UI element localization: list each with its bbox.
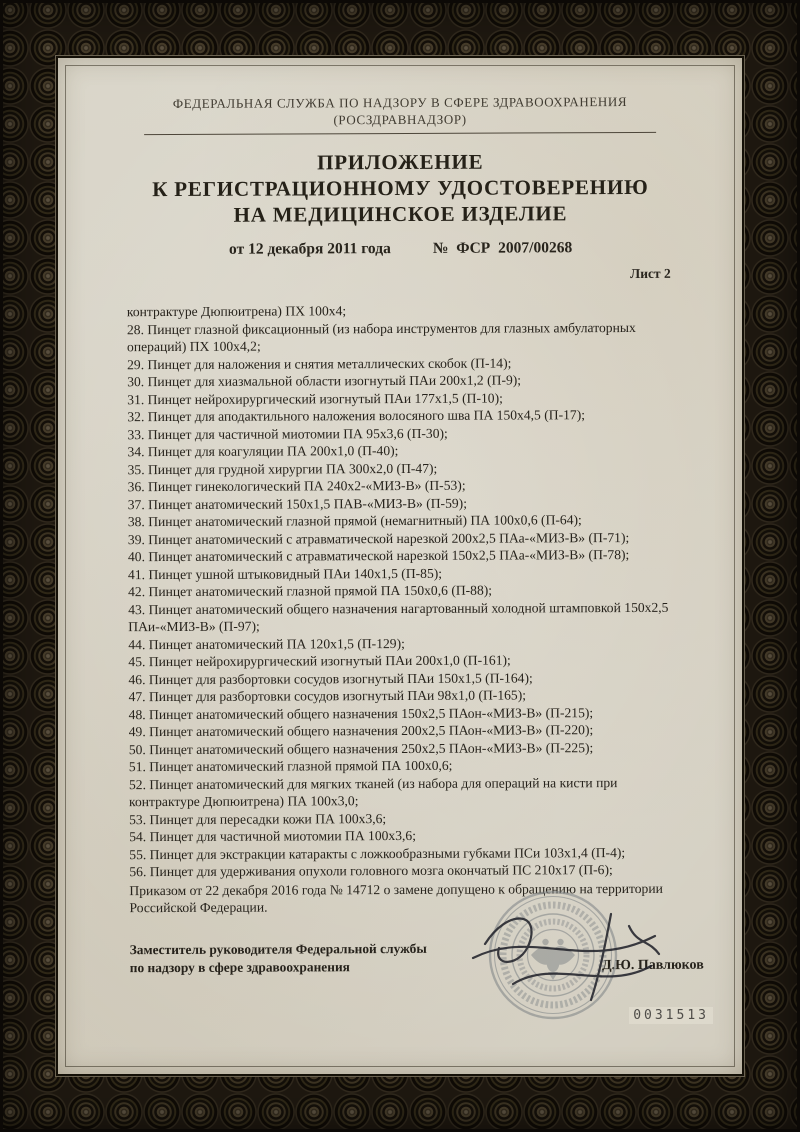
- list-item: 43. Пинцет анатомический общего назначения нагартованный холодной штамповкой 150х2,5 ПАи-«МИЗ-В» (П-97);: [128, 599, 669, 635]
- list-item: 44. Пинцет анатомический ПА 120х1,5 (П-129);: [128, 635, 405, 652]
- letterhead-rule: [144, 132, 656, 135]
- list-item: 45. Пинцет нейрохирургический изогнутый ПАи 200х1,0 (П-161);: [128, 652, 511, 670]
- list-item: 38. Пинцет анатомический глазной прямой (немагнитный) ПА 100х0,6 (П-64);: [127, 512, 582, 530]
- signer-title-line-1: Заместитель руководителя Федеральной службы: [129, 940, 427, 957]
- list-item: 41. Пинцет ушной штыковидный ПАи 140х1,5 (П-85);: [128, 565, 443, 582]
- serial-number: 0031513: [629, 1007, 713, 1024]
- list-item: контрактуре Дюпюитрена) ПХ 100х4;: [126, 303, 347, 320]
- sheet-label: Лист 2: [630, 265, 671, 281]
- list-item: 31. Пинцет нейрохирургический изогнутый ПАи 177х1,5 (П-10);: [127, 390, 503, 407]
- list-item: 35. Пинцет для грудной хирургии ПА 300х2,0 (П-47);: [127, 460, 438, 477]
- list-item: 47. Пинцет для разбортовки сосудов изогнутый ПАи 98х1,0 (П-165);: [128, 687, 527, 705]
- list-item: 56. Пинцет для удерживания опухоли головного мозга окончатый ПС 210х17 (П-6);: [129, 862, 613, 880]
- agency-name: ФЕДЕРАЛЬНАЯ СЛУЖБА ПО НАДЗОРУ В СФЕРЕ ЗДРАВООХРАНЕНИЯ: [172, 94, 628, 111]
- list-item: 36. Пинцет гинекологический ПА 240х2-«МИЗ-В» (П-53);: [127, 477, 466, 495]
- list-item: 37. Пинцет анатомический 150х1,5 ПАВ-«МИЗ-В» (П-59);: [127, 495, 468, 512]
- signer-name: Д.Ю. Павлюков: [601, 957, 704, 973]
- registration-meta: [127, 239, 675, 259]
- list-item: 50. Пинцет анатомический общего назначения 250х2,5 ПАон-«МИЗ-В» (П-225);: [128, 739, 594, 757]
- list-item: 49. Пинцет анатомический общего назначения 200х2,5 ПАон-«МИЗ-В» (П-220);: [128, 722, 594, 740]
- registration-number: № ФСР 2007/00268: [432, 239, 573, 257]
- list-item: 29. Пинцет для наложения и снятия металлических скобок (П-14);: [127, 355, 512, 372]
- list-item: 34. Пинцет для коагуляции ПА 200х1,0 (П-40);: [127, 443, 399, 460]
- list-item: 30. Пинцет для хиазмальной области изогнутый ПАи 200х1,2 (П-9);: [127, 372, 522, 390]
- agency-short-name: (РОСЗДРАВНАДЗОР): [333, 111, 467, 128]
- document-paper: [56, 56, 744, 1076]
- signer-title-line-2: по надзору в сфере здравоохранения: [129, 958, 350, 975]
- list-item: 53. Пинцет для пересадки кожи ПА 100х3,6;: [129, 810, 387, 827]
- title-line-2: К РЕГИСТРАЦИОННОМУ УДОСТОВЕРЕНИЮ: [152, 174, 649, 202]
- list-item: 32. Пинцет для аподактильного наложения волосяного шва ПА 150х4,5 (П-17);: [127, 407, 586, 425]
- order-note: Приказом от 22 декабря 2016 года № 14712 о замене допущено к обращению на территории Российской Федерации.: [129, 880, 663, 916]
- document-title: [126, 148, 674, 228]
- agency-letterhead: [126, 93, 674, 135]
- handwritten-signature: [453, 896, 693, 1031]
- title-line-3: НА МЕДИЦИНСКОЕ ИЗДЕЛИЕ: [233, 201, 568, 227]
- list-item: 33. Пинцет для частичной миотомии ПА 95х3,6 (П-30);: [127, 425, 448, 442]
- list-item: 46. Пинцет для разбортовки сосудов изогнутый ПАи 150х1,5 (П-164);: [128, 669, 533, 687]
- list-item: 42. Пинцет анатомический глазной прямой ПА 150х0,6 (П-88);: [128, 582, 493, 600]
- list-item: 39. Пинцет анатомический с атравматической нарезкой 200х2,5 ПАа-«МИЗ-В» (П-71);: [127, 529, 630, 547]
- list-item: 54. Пинцет для частичной миотомии ПА 100х3,6;: [129, 827, 417, 845]
- list-item: 51. Пинцет анатомический глазной прямой ПА 100х0,6;: [128, 757, 453, 775]
- list-item: 48. Пинцет анатомический общего назначения 150х2,5 ПАон-«МИЗ-В» (П-215);: [128, 704, 594, 722]
- registration-date: от 12 декабря 2011 года: [229, 240, 391, 258]
- list-item: 40. Пинцет анатомический с атравматической нарезкой 150х2,5 ПАа-«МИЗ-В» (П-78);: [127, 546, 630, 565]
- items-list: [127, 301, 678, 881]
- list-item: 52. Пинцет анатомический для мягких тканей (из набора для операций на кисти при контрактуре Дюпюитрена) ПА 100х3,0;: [128, 774, 618, 810]
- signer-title: [130, 939, 427, 976]
- title-line-1: ПРИЛОЖЕНИЕ: [316, 149, 484, 175]
- list-item: 55. Пинцет для экстракции катаракты с ложкообразными губками ПСи 103х1,4 (П-4);: [129, 844, 626, 862]
- list-item: 28. Пинцет глазной фиксационный (из набора инструментов для глазных амбулаторных операций) ПХ 100х4,2;: [126, 319, 636, 355]
